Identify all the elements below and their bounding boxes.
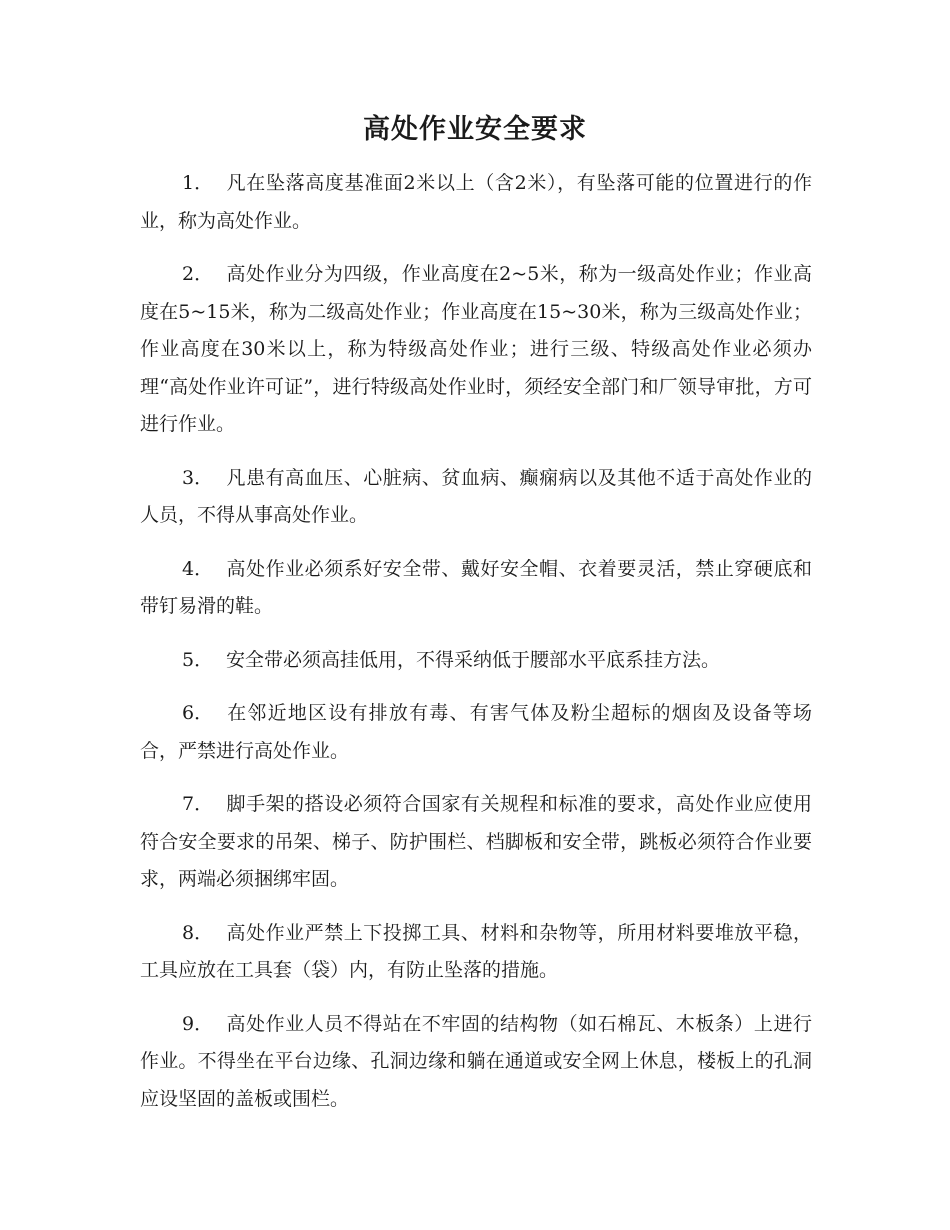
item-text: 高处作业分为四级，作业高度在2~5米，称为一级高处作业；作业高度在5~15米，称为二级高处作业；作业高度在15~30米，称为三级高处作业；作业高度在30米以上，称为特级高处作业；进行三级、特级高处作业必须办理“高处作业许可证”，进行特级高处作业时，须经安全部门和厂领导审批，方可进行作业。 [140, 263, 812, 435]
list-item [140, 551, 812, 626]
item-number: 5． [182, 648, 214, 671]
list-item [140, 695, 812, 770]
list-item [140, 915, 812, 990]
item-number: 1． [182, 172, 214, 194]
item-number: 2． [182, 263, 214, 285]
document-body [140, 165, 812, 1134]
document-title: 高处作业安全要求 [363, 114, 587, 145]
list-item [140, 642, 812, 680]
item-number: 7． [182, 793, 214, 815]
list-item [140, 1006, 812, 1119]
item-text: 安全带必须高挂低用，不得采纳低于腰部水平底系挂方法。 [226, 648, 721, 671]
item-number: 3． [182, 466, 214, 489]
list-item [140, 256, 812, 444]
item-number: 9． [182, 1012, 214, 1035]
list-item [140, 460, 812, 535]
item-text: 凡在坠落高度基准面2米以上（含2米），有坠落可能的位置进行的作业，称为高处作业。 [140, 172, 812, 232]
list-item [140, 165, 812, 240]
item-text: 脚手架的搭设必须符合国家有关规程和标准的要求，高处作业应使用符合安全要求的吊架、梯子、防护围栏、档脚板和安全带，跳板必须符合作业要求，两端必须捆绑牢固。 [140, 793, 812, 890]
item-text: 高处作业严禁上下投掷工具、材料和杂物等，所用材料要堆放平稳，工具应放在工具套（袋）内，有防止坠落的措施。 [140, 921, 812, 981]
item-text: 凡患有高血压、心脏病、贫血病、癫痫病以及其他不适于高处作业的人员，不得从事高处作业。 [140, 466, 812, 526]
list-item [140, 786, 812, 899]
item-number: 8． [182, 921, 214, 944]
item-text: 在邻近地区设有排放有毒、有害气体及粉尘超标的烟囱及设备等场合，严禁进行高处作业。 [140, 702, 812, 762]
item-text: 高处作业人员不得站在不牢固的结构物（如石棉瓦、木板条）上进行作业。不得坐在平台边缘、孔洞边缘和躺在通道或安全网上休息，楼板上的孔洞应设坚固的盖板或围栏。 [140, 1012, 812, 1110]
item-number: 6． [182, 702, 214, 724]
item-text: 高处作业必须系好安全带、戴好安全帽、衣着要灵活，禁止穿硬底和带钉易滑的鞋。 [140, 557, 812, 617]
item-number: 4． [182, 557, 214, 580]
